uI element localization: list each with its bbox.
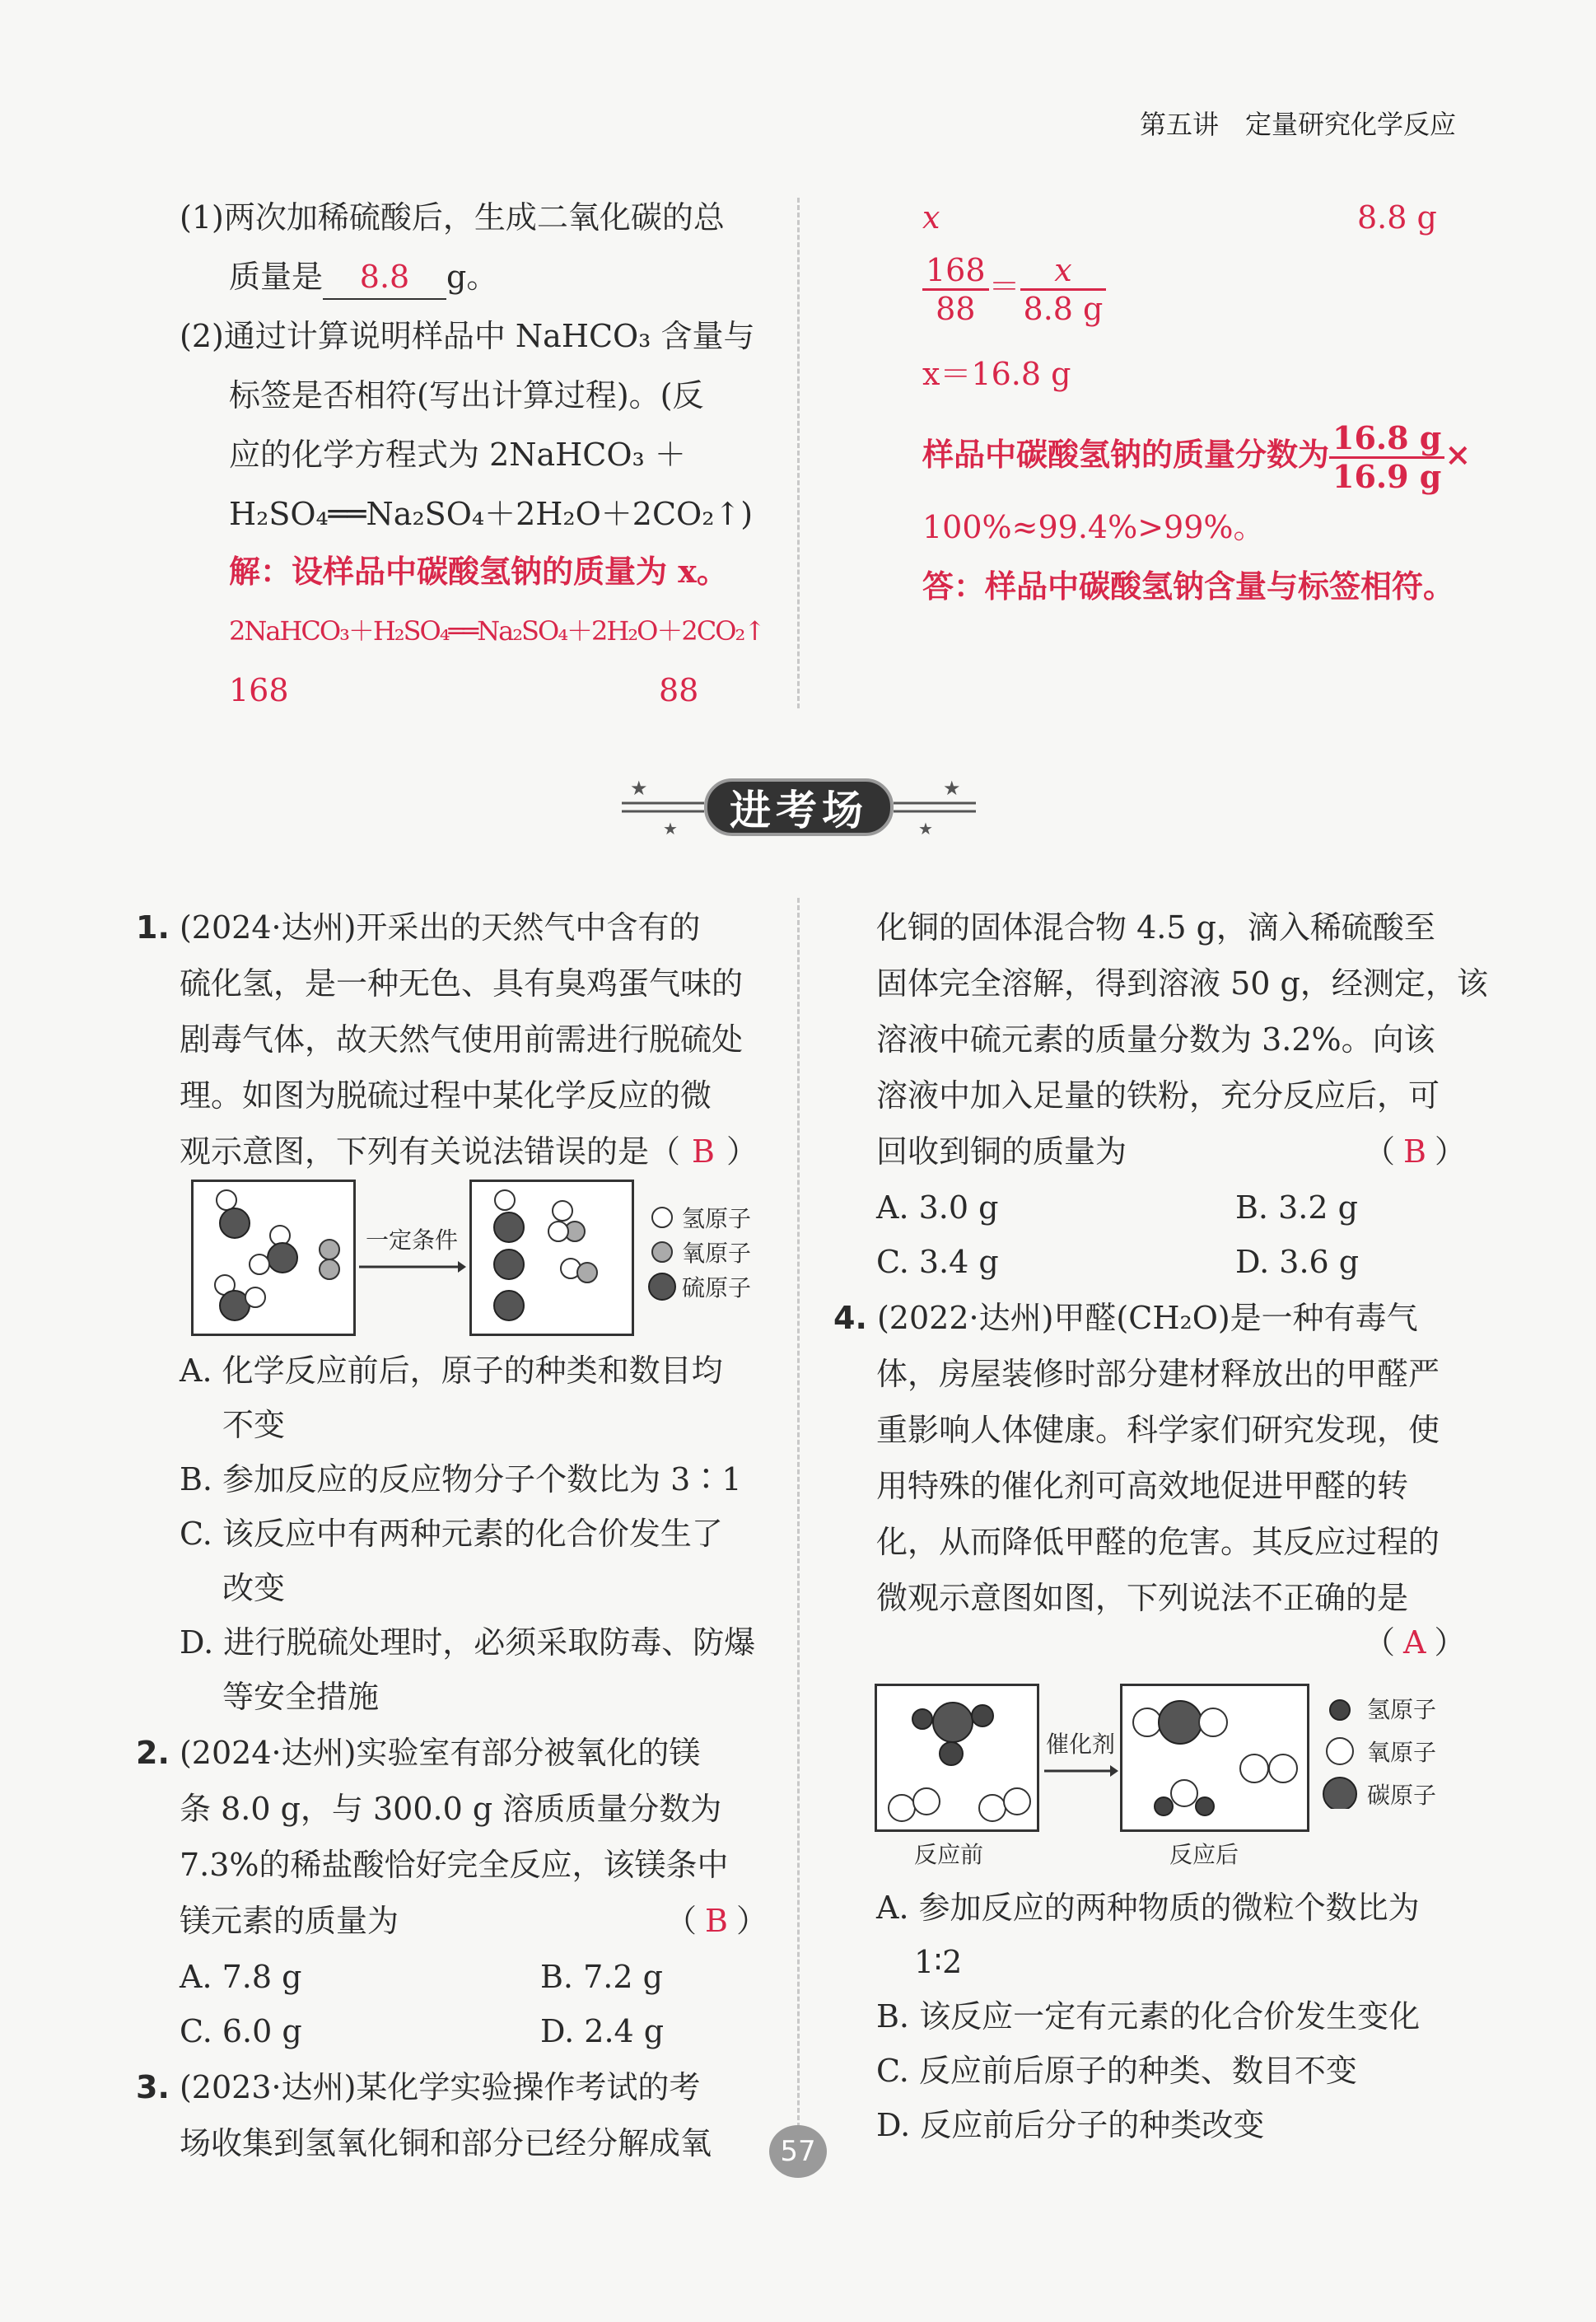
- q1-line5: 观示意图，下列有关说法错误的是（ B ）: [180, 1133, 758, 1170]
- q4-figure-before: [875, 1684, 1039, 1832]
- q3-right-line2: 固体完全溶解，得到溶液 50 g，经测定，该: [876, 965, 1488, 1002]
- q1-legend-icons: [646, 1201, 679, 1308]
- q1-option-c-line2: 改变: [222, 1570, 286, 1606]
- q2-line3: 7.3%的稀盐酸恰好完全反应，该镁条中: [180, 1847, 729, 1883]
- q4-label-after: 反应后: [1169, 1841, 1239, 1868]
- q4-figure-after: [1120, 1684, 1309, 1832]
- q1-arrow-label: 一定条件: [366, 1226, 459, 1254]
- q2-line2: 条 8.0 g，与 300.0 g 溶质质量分数为: [180, 1791, 722, 1827]
- q1-option-a-line1: A. 化学反应前后，原子的种类和数目均: [180, 1353, 723, 1389]
- solution-answer: 答：样品中碳酸氢钠含量与标签相符。: [922, 568, 1455, 605]
- q3-right-line3: 溶液中硫元素的质量分数为 3.2%。向该: [876, 1021, 1435, 1058]
- q1-option-d-line2: 等安全措施: [222, 1679, 380, 1715]
- q2-answer-bracket: （ B ）: [665, 1903, 768, 1939]
- q4-arrow-icon: [1044, 1763, 1118, 1779]
- solution-proportion: $\frac{168}{88}$ ＝ $\frac{x}{8.8 g}$: [922, 252, 1106, 327]
- q3-line2: 场收集到氢氧化铜和部分已经分解成氧: [180, 2125, 712, 2161]
- fraction-16.8-16.9: $\frac{16.8 g}{16.9 g}$: [1329, 420, 1444, 495]
- q1-part1-post: g。: [446, 259, 498, 295]
- q4-line1: 4. (2022·达州)甲醛(CH₂O)是一种有毒气: [833, 1300, 1418, 1336]
- q3-right-line1: 化铜的固体混合物 4.5 g，滴入稀硫酸至: [876, 909, 1435, 946]
- q2-option-a: A. 7.8 g: [180, 1959, 302, 1995]
- q1-answer: B: [692, 1133, 715, 1170]
- q1-arrow-icon: [359, 1259, 466, 1275]
- q2-line1: 2. (2024·达州)实验室有部分被氧化的镁: [136, 1735, 701, 1771]
- q3-answer: B: [1403, 1133, 1426, 1170]
- fraction-168-88: $\frac{168}{88}$: [922, 252, 989, 327]
- q2-line4: 镁元素的质量为: [180, 1903, 399, 1939]
- q2-option-b: B. 7.2 g: [540, 1959, 663, 1995]
- svg-text:★: ★: [943, 777, 961, 800]
- q1-legend-h: 氢原子: [682, 1205, 752, 1232]
- q3-option-a: A. 3.0 g: [876, 1189, 999, 1226]
- q1-figure-after: [469, 1180, 634, 1336]
- q1-legend-o: 氧原子: [682, 1240, 752, 1267]
- svg-text:★: ★: [630, 777, 648, 800]
- q1-line2: 硫化氢，是一种无色、具有臭鸡蛋气味的: [180, 965, 744, 1002]
- q1-legend-s: 硫原子: [682, 1274, 752, 1301]
- q3-answer-bracket: （ B ）: [1364, 1133, 1466, 1170]
- q4-option-b: B. 该反应一定有元素的化合价发生变化: [876, 1998, 1421, 2035]
- svg-text:★: ★: [918, 819, 933, 839]
- q4-legend-icons: [1319, 1694, 1360, 1809]
- q2-answer: B: [705, 1903, 728, 1939]
- q4-option-a-line2: 1∶2: [914, 1944, 963, 1980]
- q3-option-b: B. 3.2 g: [1235, 1189, 1358, 1226]
- q3-right-line4: 溶液中加入足量的铁粉，充分反应后，可: [876, 1077, 1440, 1114]
- q3-right-line5: 回收到铜的质量为: [876, 1133, 1127, 1170]
- q4-option-c: C. 反应前后原子的种类、数目不变: [876, 2053, 1357, 2089]
- solution-line1: 解：设样品中碳酸氢钠的质量为 x。: [229, 553, 728, 590]
- q1-part1-pre: 质量是: [229, 259, 324, 295]
- q1-part2-line4: H₂SO₄══Na₂SO₄＋2H₂O＋2CO₂↑): [229, 496, 754, 532]
- q4-line4: 用特殊的催化剂可高效地促进甲醛的转: [876, 1468, 1409, 1504]
- q4-answer: A: [1403, 1624, 1426, 1661]
- q2-option-c: C. 6.0 g: [180, 2013, 302, 2049]
- q1-option-a-line2: 不变: [222, 1407, 286, 1443]
- solution-equation: 2NaHCO₃＋H₂SO₄══Na₂SO₄＋2H₂O＋2CO₂↑: [229, 615, 765, 647]
- q1-molecules-before: [194, 1182, 353, 1334]
- q4-legend-o: 氧原子: [1367, 1739, 1437, 1766]
- page-number: 57: [769, 2125, 827, 2178]
- solution-88: 88: [659, 672, 699, 708]
- q3-option-c: C. 3.4 g: [876, 1244, 999, 1280]
- solution-x: x: [922, 199, 940, 236]
- q1-figure-before: [191, 1180, 356, 1336]
- q1-part1-line1: (1)两次加稀硫酸后，生成二氧化碳的总: [180, 199, 725, 236]
- q1-part1-line2: [229, 255, 497, 300]
- q4-label-before: 反应前: [914, 1841, 984, 1868]
- q4-molecules-after: [1122, 1686, 1307, 1829]
- q1-part1-answer: 8.8: [323, 255, 446, 300]
- q1-option-d-line1: D. 进行脱硫处理时，必须采取防毒、防爆: [180, 1624, 756, 1661]
- page-header: 第五讲 定量研究化学反应: [1139, 109, 1456, 140]
- q1-option-b: B. 参加反应的反应物分子个数比为 3∶1: [180, 1461, 742, 1497]
- fraction-x-8.8g: $\frac{x}{8.8 g}$: [1020, 252, 1107, 327]
- solution-168: 168: [229, 672, 289, 708]
- solution-x-result: x＝16.8 g: [922, 356, 1071, 392]
- section-banner: [614, 770, 984, 844]
- q4-legend-h: 氢原子: [1367, 1696, 1437, 1723]
- q1-option-c-line1: C. 该反应中有两种元素的化合价发生了: [180, 1516, 723, 1552]
- q4-line5: 化，从而降低甲醛的危害。其反应过程的: [876, 1524, 1440, 1560]
- q1-line1: 1. (2024·达州)开采出的天然气中含有的: [136, 909, 701, 946]
- solution-percent-line1: 样品中碳酸氢钠的质量分数为 $\frac{16.8 g}{16.9 g}$ ×: [922, 419, 1472, 495]
- q1-part2-line2: 标签是否相符(写出计算过程)。(反: [229, 377, 704, 413]
- q4-legend-c: 碳原子: [1367, 1782, 1437, 1809]
- q1-line4: 理。如图为脱硫过程中某化学反应的微: [180, 1077, 712, 1114]
- banner-title: 进考场: [704, 778, 894, 836]
- q4-arrow-label: 催化剂: [1046, 1731, 1116, 1758]
- q3-option-d: D. 3.6 g: [1235, 1244, 1360, 1280]
- q1-part2-line1: (2)通过计算说明样品中 NaHCO₃ 含量与: [180, 318, 755, 354]
- svg-text:★: ★: [663, 819, 678, 839]
- q4-molecules-before: [877, 1686, 1037, 1829]
- solution-x-value: 8.8 g: [1357, 199, 1437, 236]
- solution-percent-line2: 100%≈99.4%>99%。: [922, 509, 1265, 545]
- q1-line3: 剧毒气体，故天然气使用前需进行脱硫处: [180, 1021, 744, 1058]
- q3-line1: 3. (2023·达州)某化学实验操作考试的考: [136, 2069, 701, 2105]
- q4-answer-bracket: （ A ）: [1364, 1624, 1466, 1661]
- column-divider-bottom: [797, 898, 800, 2150]
- q1-part2-line3: 应的化学方程式为 2NaHCO₃ ＋: [229, 437, 686, 473]
- q4-line2: 体，房屋装修时部分建材释放出的甲醛严: [876, 1356, 1440, 1392]
- q1-molecules-after: [472, 1182, 632, 1334]
- q4-line3: 重影响人体健康。科学家们研究发现，使: [876, 1412, 1440, 1448]
- q4-line6: 微观示意图如图，下列说法不正确的是: [876, 1580, 1409, 1616]
- q4-option-a-line1: A. 参加反应的两种物质的微粒个数比为: [876, 1890, 1420, 1926]
- column-divider-top: [797, 198, 800, 708]
- q4-option-d: D. 反应前后分子的种类改变: [876, 2107, 1265, 2143]
- q2-option-d: D. 2.4 g: [540, 2013, 665, 2049]
